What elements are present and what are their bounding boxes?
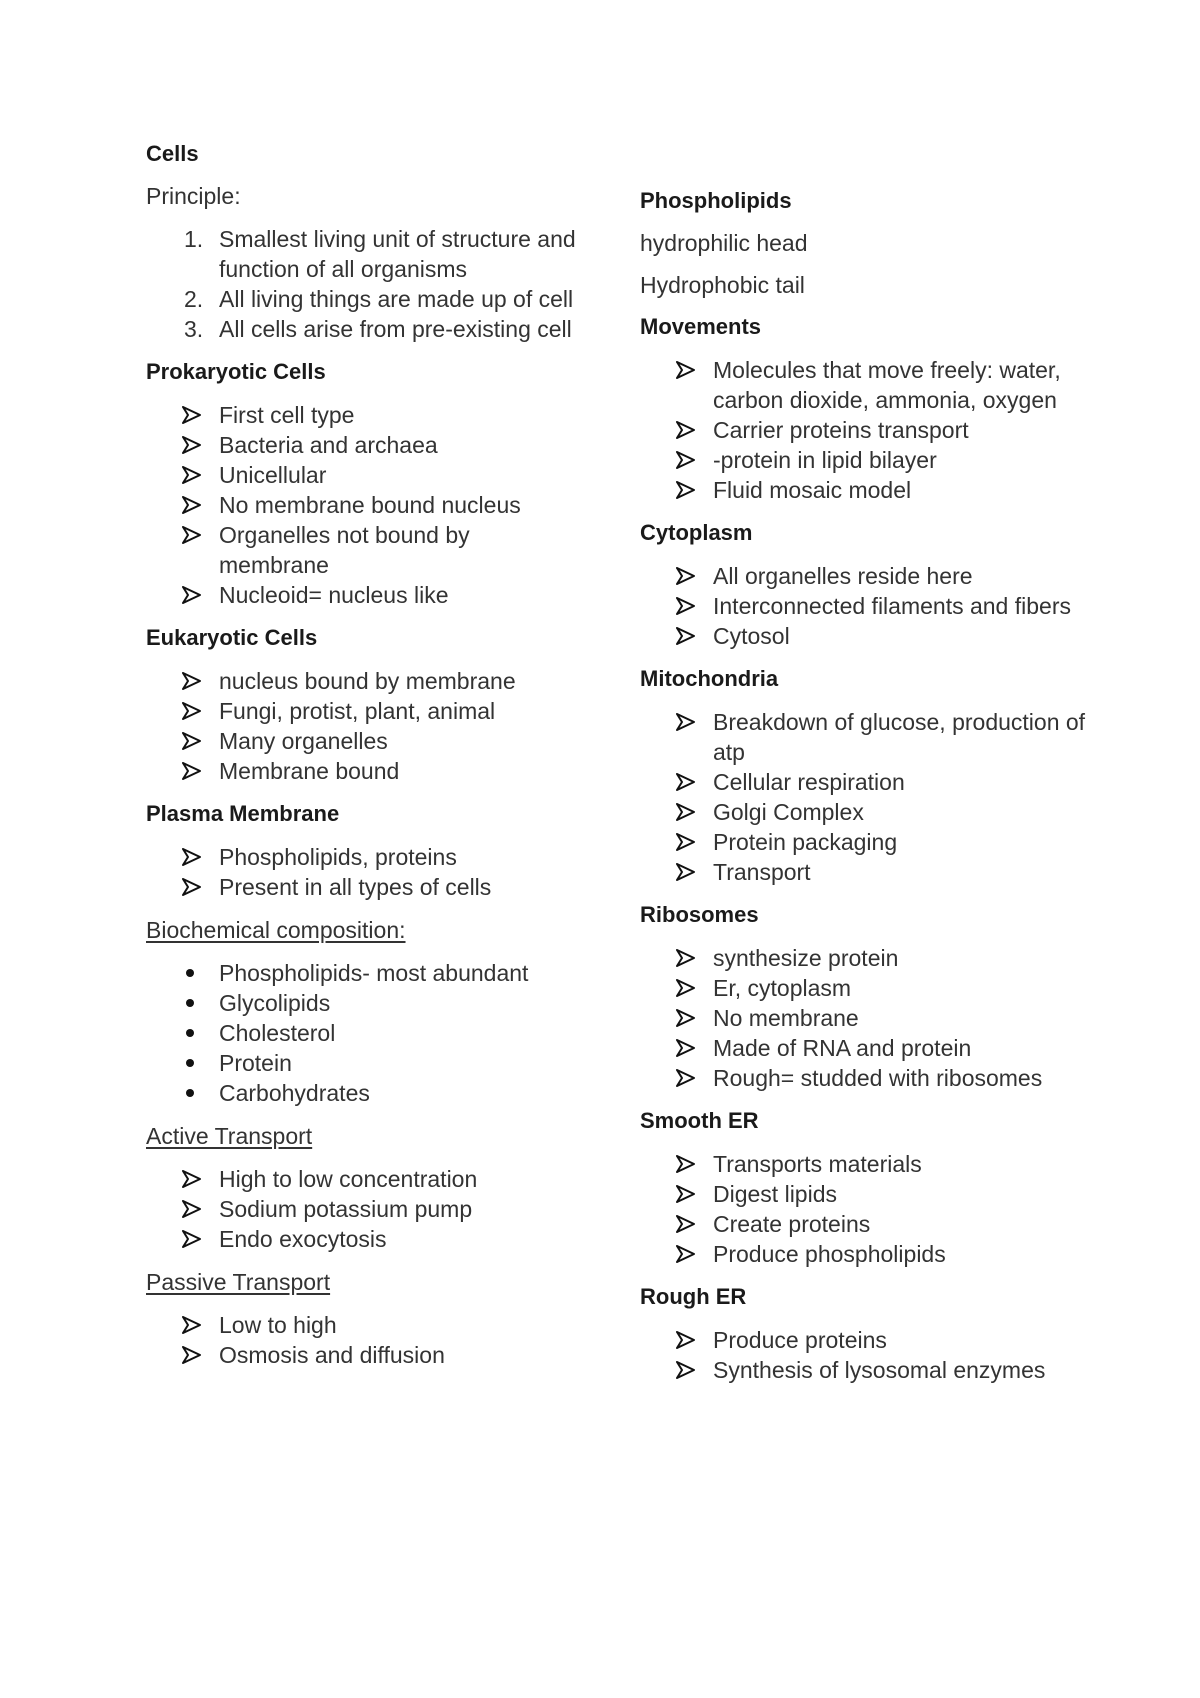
arrowhead-bullet-icon (676, 591, 706, 621)
list-item (146, 1340, 576, 1370)
list-item-text: Synthesis of lysosomal enzymes (713, 1357, 1046, 1383)
arrowhead-bullet-icon (182, 580, 212, 610)
arrowhead-bullet-icon (676, 1325, 706, 1355)
list-item-text: nucleus bound by membrane (219, 668, 516, 694)
list-item-text: Protein (219, 1050, 292, 1076)
list-item (640, 1355, 1110, 1385)
list-item-text: Cellular respiration (713, 769, 905, 795)
list-item (146, 988, 576, 1018)
arrowhead-bullet-icon (182, 1194, 212, 1224)
section-heading: Rough ER (640, 1284, 747, 1309)
arrowhead-bullet-icon (676, 445, 706, 475)
arrowhead-bullet-icon (182, 1164, 212, 1194)
list-item-text: No membrane (713, 1005, 859, 1031)
left-column (146, 140, 576, 1384)
list-item-text: Glycolipids (219, 990, 331, 1016)
list-item (146, 460, 576, 490)
list-item (640, 445, 1110, 475)
section-heading: Plasma Membrane (146, 801, 340, 826)
passive-transport-list (146, 1310, 576, 1370)
arrowhead-bullet-icon (182, 872, 212, 902)
arrowhead-bullet-icon (676, 1179, 706, 1209)
text-line: hydrophilic head (640, 230, 808, 256)
list-item-text: All cells arise from pre-existing cell (219, 316, 572, 342)
arrowhead-bullet-icon (676, 1003, 706, 1033)
text-line: Hydrophobic tail (640, 272, 805, 298)
filled-circle-bullet-icon (186, 1089, 194, 1097)
list-item (640, 1179, 1110, 1209)
section-heading: Eukaryotic Cells (146, 625, 318, 650)
list-item-text: Protein packaging (713, 829, 898, 855)
list-item-text: Nucleoid= nucleus like (219, 582, 449, 608)
list-item-text: Interconnected filaments and fibers (713, 593, 1071, 619)
arrowhead-bullet-icon (676, 415, 706, 445)
list-item-text: Produce phospholipids (713, 1241, 946, 1267)
list-item-text: Endo exocytosis (219, 1226, 387, 1252)
list-item-text: Cholesterol (219, 1020, 336, 1046)
eukaryotic-list (146, 666, 576, 786)
right-column (640, 140, 1110, 1399)
list-item-text: All organelles reside here (713, 563, 973, 589)
active-transport-list (146, 1164, 576, 1254)
arrowhead-bullet-icon (182, 430, 212, 460)
list-item-text: Low to high (219, 1312, 337, 1338)
plasma-membrane-list (146, 842, 576, 902)
list-item (640, 1149, 1110, 1179)
list-item (640, 1239, 1110, 1269)
principles-list (146, 224, 576, 344)
list-item-text: Sodium potassium pump (219, 1196, 473, 1222)
list-item (640, 767, 1110, 797)
list-item-text: Many organelles (219, 728, 388, 754)
list-item-text: Golgi Complex (713, 799, 864, 825)
list-item (146, 872, 576, 902)
list-item (146, 314, 576, 344)
list-item-text: Osmosis and diffusion (219, 1342, 445, 1368)
list-item (640, 827, 1110, 857)
arrowhead-bullet-icon (182, 460, 212, 490)
list-item-text: -protein in lipid bilayer (713, 447, 937, 473)
arrowhead-bullet-icon (676, 1063, 706, 1093)
list-item-text: Rough= studded with ribosomes (713, 1065, 1043, 1091)
arrowhead-bullet-icon (182, 1310, 212, 1340)
list-item-text: Breakdown of glucose, production of atp (713, 709, 1086, 765)
list-item (640, 561, 1110, 591)
list-item-text: Create proteins (713, 1211, 871, 1237)
list-item-text: Fluid mosaic model (713, 477, 912, 503)
list-item-text: All living things are made up of cell (219, 286, 574, 312)
cytoplasm-list (640, 561, 1110, 651)
list-item-text: synthesize protein (713, 945, 899, 971)
section-heading: Mitochondria (640, 666, 779, 691)
list-item (640, 1003, 1110, 1033)
list-item (146, 1224, 576, 1254)
list-item-text: High to low concentration (219, 1166, 478, 1192)
list-item (146, 490, 576, 520)
section-heading: Ribosomes (640, 902, 759, 927)
list-item (146, 284, 576, 314)
section-heading: Smooth ER (640, 1108, 759, 1133)
rough-er-list (640, 1325, 1110, 1385)
section-subheading: Active Transport (146, 1123, 313, 1149)
list-item-text: Er, cytoplasm (713, 975, 852, 1001)
filled-circle-bullet-icon (186, 1059, 194, 1067)
list-item (640, 415, 1110, 445)
arrowhead-bullet-icon (676, 355, 706, 385)
list-item-text: Molecules that move freely: water, carbon dioxide, ammonia, oxygen (713, 357, 1061, 413)
list-item (146, 580, 576, 610)
list-item-text: Carbohydrates (219, 1080, 370, 1106)
list-item (146, 666, 576, 696)
list-item-text: Bacteria and archaea (219, 432, 438, 458)
list-item (146, 224, 576, 284)
filled-circle-bullet-icon (186, 969, 194, 977)
list-item-text: Transport (713, 859, 811, 885)
list-item (640, 943, 1110, 973)
arrowhead-bullet-icon (182, 666, 212, 696)
list-item (640, 973, 1110, 1003)
arrowhead-bullet-icon (676, 707, 706, 737)
list-item (146, 958, 576, 988)
list-item (640, 707, 1110, 767)
list-item (146, 1018, 576, 1048)
principle-label: Principle: (146, 183, 241, 209)
filled-circle-bullet-icon (186, 1029, 194, 1037)
section-heading: Movements (640, 314, 762, 339)
list-item-text: Phospholipids, proteins (219, 844, 457, 870)
arrowhead-bullet-icon (676, 1209, 706, 1239)
section-heading: Prokaryotic Cells (146, 359, 326, 384)
list-item-text: Membrane bound (219, 758, 400, 784)
arrowhead-bullet-icon (676, 1033, 706, 1063)
ribosomes-list (640, 943, 1110, 1093)
list-item (640, 1209, 1110, 1239)
list-item (640, 475, 1110, 505)
list-item (640, 1325, 1110, 1355)
arrowhead-bullet-icon (182, 490, 212, 520)
list-number: 1. (184, 226, 204, 252)
arrowhead-bullet-icon (676, 1355, 706, 1385)
list-item (146, 430, 576, 460)
list-item (146, 1048, 576, 1078)
list-item (640, 355, 1110, 415)
list-number: 3. (184, 316, 204, 342)
list-item (640, 1063, 1110, 1093)
list-item (146, 1194, 576, 1224)
list-item-text: Present in all types of cells (219, 874, 492, 900)
list-item (146, 400, 576, 430)
arrowhead-bullet-icon (182, 400, 212, 430)
smooth-er-list (640, 1149, 1110, 1269)
list-item (640, 621, 1110, 651)
arrowhead-bullet-icon (676, 1149, 706, 1179)
list-item (146, 520, 576, 580)
arrowhead-bullet-icon (676, 621, 706, 651)
section-subheading: Biochemical composition: (146, 917, 406, 943)
biochemical-list (146, 958, 576, 1108)
prokaryotic-list (146, 400, 576, 610)
arrowhead-bullet-icon (182, 726, 212, 756)
list-item (146, 756, 576, 786)
arrowhead-bullet-icon (182, 1224, 212, 1254)
section-heading: Cytoplasm (640, 520, 753, 545)
list-item-text: Unicellular (219, 462, 327, 488)
arrowhead-bullet-icon (182, 756, 212, 786)
arrowhead-bullet-icon (182, 696, 212, 726)
section-subheading: Passive Transport (146, 1269, 331, 1295)
list-item-text: No membrane bound nucleus (219, 492, 521, 518)
section-heading: Phospholipids (640, 188, 792, 213)
list-item (640, 797, 1110, 827)
list-item-text: First cell type (219, 402, 355, 428)
list-item (146, 696, 576, 726)
arrowhead-bullet-icon (676, 561, 706, 591)
list-item-text: Smallest living unit of structure and function of all organisms (219, 226, 576, 282)
movements-list (640, 355, 1110, 505)
list-item-text: Phospholipids- most abundant (219, 960, 529, 986)
list-item-text: Cytosol (713, 623, 790, 649)
list-item-text: Organelles not bound by membrane (219, 522, 470, 578)
arrowhead-bullet-icon (676, 475, 706, 505)
arrowhead-bullet-icon (676, 797, 706, 827)
list-item (640, 1033, 1110, 1063)
mitochondria-list (640, 707, 1110, 887)
arrowhead-bullet-icon (676, 943, 706, 973)
arrowhead-bullet-icon (182, 1340, 212, 1370)
list-item (146, 1310, 576, 1340)
list-item (640, 591, 1110, 621)
list-item (146, 1164, 576, 1194)
arrowhead-bullet-icon (182, 842, 212, 872)
list-item (146, 842, 576, 872)
arrowhead-bullet-icon (676, 827, 706, 857)
list-item (640, 857, 1110, 887)
list-item-text: Made of RNA and protein (713, 1035, 972, 1061)
list-item-text: Digest lipids (713, 1181, 837, 1207)
arrowhead-bullet-icon (182, 520, 212, 550)
list-item (146, 726, 576, 756)
list-item-text: Fungi, protist, plant, animal (219, 698, 496, 724)
list-item (146, 1078, 576, 1108)
arrowhead-bullet-icon (676, 767, 706, 797)
page-title: Cells (146, 141, 199, 166)
list-number: 2. (184, 286, 204, 312)
list-item-text: Transports materials (713, 1151, 922, 1177)
arrowhead-bullet-icon (676, 973, 706, 1003)
filled-circle-bullet-icon (186, 999, 194, 1007)
list-item-text: Produce proteins (713, 1327, 887, 1353)
arrowhead-bullet-icon (676, 1239, 706, 1269)
list-item-text: Carrier proteins transport (713, 417, 969, 443)
arrowhead-bullet-icon (676, 857, 706, 887)
